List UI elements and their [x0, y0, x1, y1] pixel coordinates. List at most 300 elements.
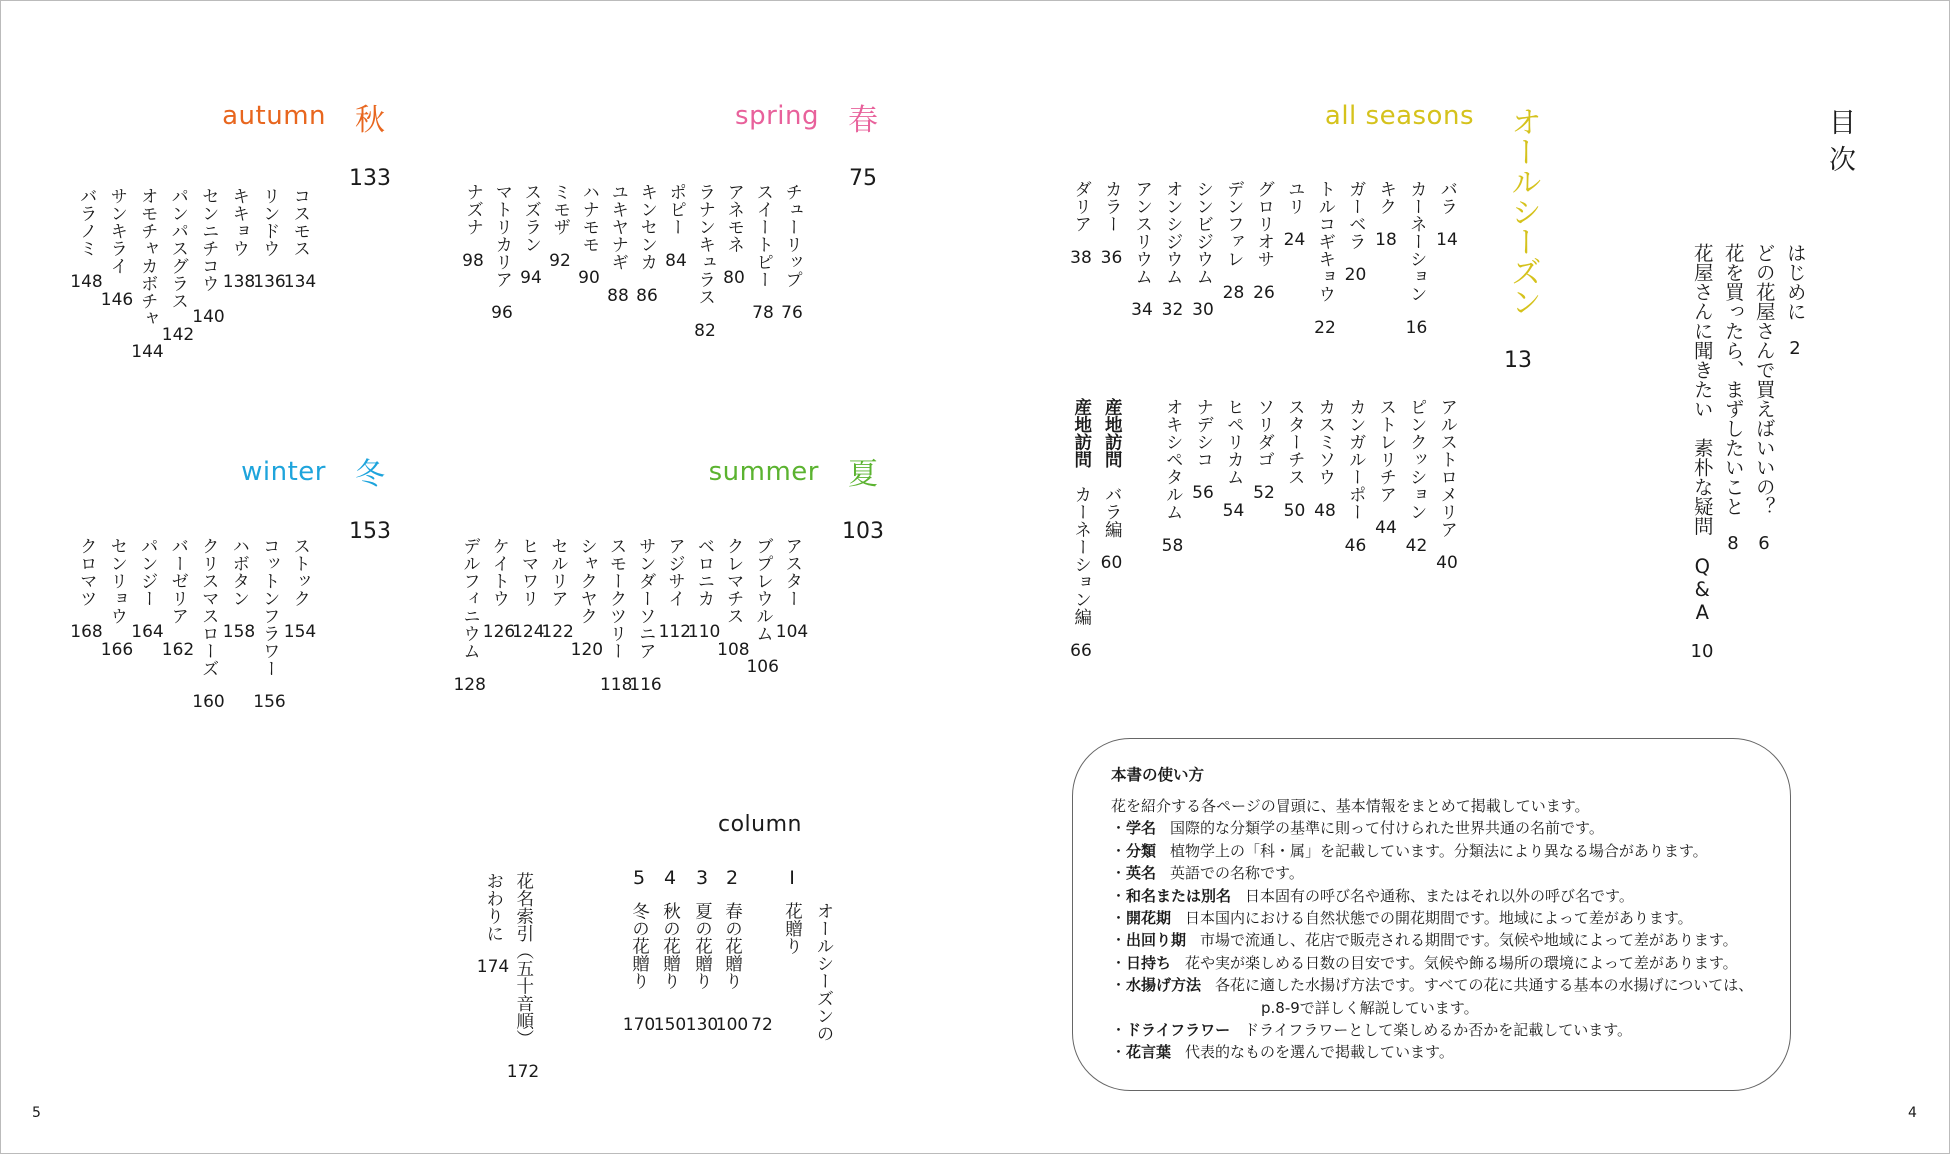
section-heading-en: winter [241, 457, 326, 487]
toc-entry[interactable] [484, 537, 514, 641]
entry-name: セルリア [548, 537, 569, 607]
entry-title [1194, 398, 1212, 468]
toc-entry[interactable] [1066, 398, 1096, 660]
usage-item [1111, 952, 1753, 974]
entry-page-number: 84 [665, 250, 687, 271]
entry-page-number: 44 [1375, 518, 1397, 538]
entry-title [667, 183, 685, 236]
entry-page-number: 36 [1100, 247, 1123, 268]
entry-page-number: 144 [131, 342, 164, 362]
entry-page-number: 38 [1070, 247, 1092, 268]
entry-title [580, 183, 598, 253]
entry-name: 花名索引（五十音順） [513, 872, 534, 1047]
usage-term: 和名または別名 [1126, 886, 1232, 905]
entry-page-number: 54 [1222, 500, 1245, 521]
toc-entry[interactable] [1249, 398, 1279, 502]
usage-term: 水揚げ方法 [1126, 976, 1202, 995]
entry-title [200, 537, 218, 677]
entry-page-number: 58 [1161, 535, 1184, 556]
entry-page-number: 174 [476, 957, 510, 977]
usage-item [1111, 862, 1753, 884]
entry-name: アルストロメリア [1437, 398, 1458, 538]
entry-page-number: 96 [491, 303, 513, 323]
column-title: 冬の花贈り [629, 902, 650, 990]
entry-name: ユリ [1285, 180, 1306, 215]
usage-desc: 花や実が楽しめる日数の目安です。気候や飾る場所の環境によって差があります。 [1185, 953, 1738, 972]
bullet: ・ [1111, 909, 1127, 928]
entry-page-number: 30 [1192, 300, 1214, 320]
entry-title [1438, 180, 1456, 215]
entry-name: 花屋さんに聞きたい 素朴な疑問 Q&A [1690, 243, 1714, 624]
entry-page-number: 142 [161, 324, 195, 345]
toc-entry[interactable] [508, 872, 538, 1081]
usage-item [1111, 840, 1753, 862]
toc-entry[interactable] [1188, 180, 1218, 319]
entry-title [484, 872, 502, 942]
entry-name: スターチス [1285, 398, 1306, 486]
entry-name: コットンフラワー [260, 537, 281, 677]
entry-name: ピンクッション [1407, 398, 1428, 521]
entry-name: おわりに [483, 872, 504, 942]
entry-title [78, 537, 96, 607]
entry-title [1377, 180, 1395, 215]
column-heading: column [718, 812, 802, 837]
toc-entry[interactable] [545, 183, 575, 270]
entry-name: アジサイ [665, 537, 686, 607]
entry-title [291, 187, 309, 257]
entry-page-number: 138 [222, 272, 256, 292]
entry-name: オキシペタルム [1163, 398, 1184, 521]
toc-entry[interactable] [224, 187, 254, 291]
usage-item [1111, 974, 1753, 996]
usage-desc: 国際的な分類学の基準に則って付けられた世界共通の名前です。 [1170, 819, 1604, 838]
entry-name: ストレリチア [1376, 398, 1397, 503]
entry-page-number: 116 [629, 674, 662, 695]
entry-title [638, 183, 656, 271]
entry-page-number: 158 [222, 622, 256, 642]
column-page-number: 72 [751, 1015, 773, 1035]
usage-term: 分類 [1126, 841, 1157, 860]
entry-name: ナデシコ [1193, 398, 1214, 468]
toc-entry[interactable] [1749, 243, 1779, 553]
entry-page-number: 10 [1690, 641, 1714, 662]
entry-name: シンビジウム [1193, 180, 1214, 285]
entry-page-number: 56 [1192, 483, 1214, 503]
entry-name: ブプレウルム [753, 537, 774, 642]
entry-name: ハナモモ [579, 183, 600, 253]
entry-title [725, 183, 743, 253]
entry-title [520, 537, 538, 607]
toc-entry[interactable] [163, 187, 193, 344]
entry-name: ストック [290, 537, 311, 607]
entry-name: カーネーション編 [1071, 485, 1092, 626]
entry-title [549, 537, 567, 607]
toc-entry[interactable] [487, 183, 517, 322]
entry-title [695, 537, 713, 607]
toc-entry[interactable] [1097, 180, 1127, 267]
column-title: 春の花贈り [722, 902, 743, 990]
section-heading-en: summer [708, 457, 819, 487]
toc-entry[interactable] [133, 187, 163, 361]
entry-title [754, 537, 772, 642]
entry-name: ケイトウ [489, 537, 510, 607]
entry-title [291, 537, 309, 607]
toc-entry[interactable] [1249, 180, 1279, 302]
entry-page-number: 32 [1161, 300, 1184, 320]
entry-title [1316, 180, 1334, 303]
entry-page-number: 90 [578, 268, 600, 288]
entry-title [754, 183, 772, 288]
toc-entry[interactable] [1219, 398, 1249, 520]
toc-entry[interactable] [543, 537, 573, 641]
usage-desc: 日本固有の呼び名や通称、またはそれ以外の呼び名です。 [1245, 886, 1634, 905]
entry-prefix: 産地訪問 [1071, 398, 1092, 468]
page-number-left: 5 [32, 1105, 41, 1121]
entry-name: どの花屋さんで買えばいいの？ [1752, 243, 1776, 516]
entry-title [1194, 180, 1212, 285]
entry-name: キンセンカ [637, 183, 658, 271]
entry-page-number: 28 [1222, 282, 1245, 303]
entry-name: カンガルーポー [1346, 398, 1367, 521]
toc-entry[interactable] [72, 537, 102, 641]
entry-page-number: 60 [1100, 553, 1123, 573]
entry-name: ガーベラ [1346, 180, 1367, 250]
usage-desc: 代表的なものを選んで掲載しています。 [1185, 1043, 1454, 1062]
entry-title [1408, 398, 1426, 521]
entry-page-number: 82 [694, 320, 716, 341]
usage-item [1111, 817, 1753, 839]
toc-entry[interactable] [1188, 398, 1218, 502]
entry-name: クレマチス [724, 537, 745, 625]
entry-name: サンダーソニア [636, 537, 657, 660]
toc-entry[interactable] [777, 183, 807, 322]
section-page-number: 13 [1504, 348, 1532, 373]
entry-title [461, 537, 479, 660]
toc-entry[interactable] [748, 537, 778, 676]
entry-page-number: 98 [462, 250, 484, 271]
entry-page-number: 108 [717, 639, 750, 660]
section-heading-en: all seasons [1324, 101, 1474, 131]
toc-entry[interactable] [1432, 180, 1462, 249]
usage-desc: ドライフラワーとして楽しめるか否かを記載しています。 [1244, 1021, 1633, 1040]
toc-entry[interactable] [285, 187, 315, 291]
toc-entry[interactable] [660, 537, 690, 641]
usage-desc: 各花に適した水揚げ方法です。すべての花に共通する基本の水揚げについては、 [1215, 976, 1754, 995]
column-number: 3 [695, 867, 709, 889]
entry-title [1164, 180, 1182, 285]
toc-entry[interactable] [516, 183, 546, 287]
bullet: ・ [1111, 976, 1127, 995]
entry-page-number: 106 [746, 657, 779, 677]
usage-guide-title: 本書の使い方 [1111, 766, 1205, 784]
entry-title [490, 537, 508, 607]
entry-name: チューリップ [782, 183, 803, 288]
bullet: ・ [1111, 841, 1127, 860]
toc-entry[interactable] [255, 537, 285, 711]
entry-title [200, 187, 218, 292]
bullet: ・ [1111, 819, 1127, 838]
toc-entry[interactable] [689, 537, 719, 641]
section-heading-ja: 春 [848, 103, 878, 138]
entry-page-number: 16 [1405, 317, 1428, 338]
entry-title [783, 183, 801, 288]
entry-name: カーネーション [1407, 180, 1428, 303]
toc-entry[interactable] [1432, 398, 1462, 572]
entry-title [139, 537, 157, 607]
toc-entry[interactable] [661, 183, 691, 270]
toc-entry[interactable] [601, 537, 631, 694]
toc-entry[interactable] [1066, 180, 1096, 267]
entry-name: ダリア [1071, 180, 1092, 233]
entry-name: バラ [1437, 180, 1458, 215]
entry-name: バーゼリア [168, 537, 189, 625]
toc-entry[interactable] [1280, 398, 1310, 520]
entry-page-number: 162 [161, 639, 195, 660]
section-heading-ja: 夏 [848, 457, 878, 492]
entry-prefix: 産地訪問 [1102, 398, 1123, 468]
toc-entry[interactable] [632, 183, 662, 305]
toc-entry[interactable] [1780, 243, 1810, 358]
toc-entry[interactable] [718, 537, 748, 659]
entry-name: ミモザ [550, 183, 571, 236]
toc-entry[interactable] [748, 183, 778, 322]
toc-entry[interactable] [1718, 243, 1748, 553]
entry-name: ナズナ [463, 183, 484, 236]
entry-title [230, 187, 248, 257]
entry-title [1255, 398, 1273, 468]
toc-entry[interactable] [72, 187, 102, 291]
toc-entry[interactable] [1310, 180, 1340, 337]
toc-entry[interactable] [719, 183, 749, 287]
entry-title [1103, 398, 1121, 538]
section-page-number: 75 [849, 166, 877, 191]
entry-name: ハボタン [229, 537, 250, 607]
entry-title [1133, 180, 1151, 285]
entry-name: バラ編 [1102, 485, 1123, 538]
entry-name: アスター [782, 537, 803, 607]
entry-name: シャクヤク [577, 537, 598, 625]
toc-entry[interactable] [194, 537, 224, 711]
toc-entry[interactable] [1280, 180, 1310, 249]
entry-page-number: 172 [506, 1062, 540, 1082]
section-heading-ja: 秋 [355, 103, 385, 138]
entry-title [1072, 180, 1090, 233]
section-page-number: 103 [842, 519, 884, 544]
entry-page-number: 86 [636, 285, 658, 306]
toc-entry[interactable] [194, 187, 224, 326]
entry-page-number: 166 [100, 639, 134, 660]
toc-title: 目次 [1824, 108, 1855, 182]
entry-name: デンファレ [1224, 180, 1245, 268]
toc-entry[interactable] [631, 537, 661, 694]
entry-name: パンジー [138, 537, 159, 607]
toc-entry[interactable] [255, 187, 285, 291]
usage-guide-body [1111, 795, 1753, 1064]
toc-entry[interactable] [458, 183, 488, 270]
usage-guide-lead: 花を紹介する各ページの冒頭に、基本情報をまとめて掲載しています。 [1111, 797, 1590, 815]
entry-page-number: 18 [1375, 230, 1397, 250]
toc-entry[interactable] [1402, 398, 1432, 555]
entry-title [696, 183, 714, 306]
toc-entry[interactable] [1219, 180, 1249, 302]
entry-title [666, 537, 684, 607]
entry-title [261, 187, 279, 257]
toc-entry[interactable] [1402, 180, 1432, 337]
toc-entry[interactable] [1687, 243, 1717, 661]
entry-title [108, 537, 126, 625]
entry-page-number: 126 [482, 622, 516, 642]
entry-page-number: 8 [1727, 533, 1739, 554]
entry-title [230, 537, 248, 607]
entry-name: オモチャカボチャ [138, 187, 159, 327]
toc-entry[interactable] [1097, 398, 1127, 572]
entry-page-number: 124 [512, 622, 545, 642]
entry-name: デルフィニウム [460, 537, 481, 660]
column-title: 夏の花贈り [692, 902, 713, 990]
bullet: ・ [1111, 953, 1127, 972]
usage-term: 学名 [1126, 819, 1157, 838]
usage-desc: 日本国内における自然状態での開花期間です。地域によって差があります。 [1185, 909, 1693, 928]
usage-guide-box [1072, 738, 1791, 1091]
entry-page-number: 110 [687, 622, 721, 642]
toc-entry[interactable] [163, 537, 193, 659]
entry-title [607, 537, 625, 660]
entry-title [108, 187, 126, 275]
entry-name: ベロニカ [694, 537, 715, 607]
entry-name: オンシジウム [1163, 180, 1184, 285]
toc-entry[interactable] [224, 537, 254, 641]
entry-page-number: 88 [607, 285, 629, 306]
entry-page-number: 156 [253, 692, 286, 712]
toc-entry[interactable] [285, 537, 315, 641]
entry-page-number: 52 [1253, 483, 1275, 503]
entry-title [1723, 243, 1743, 516]
entry-title [578, 537, 596, 625]
entry-name: ポピー [666, 183, 687, 236]
column-page-number: 170 [622, 1015, 656, 1035]
entry-page-number: 42 [1405, 535, 1428, 556]
toc-entry[interactable] [1158, 180, 1188, 319]
section-page-number: 133 [349, 166, 391, 191]
entry-page-number: 104 [775, 622, 809, 642]
entry-page-number: 118 [599, 674, 633, 695]
entry-title [1692, 243, 1712, 624]
bullet: ・ [1111, 931, 1127, 950]
entry-name: クロマツ [77, 537, 98, 607]
entry-page-number: 48 [1314, 500, 1336, 521]
entry-title [1377, 398, 1395, 503]
column-page-number: 130 [685, 1015, 719, 1035]
entry-title [1225, 180, 1243, 268]
usage-item [1111, 929, 1753, 951]
usage-item [1111, 907, 1753, 929]
entry-name: ヒペリカム [1224, 398, 1245, 486]
usage-term: 開花期 [1126, 909, 1172, 928]
toc-entry[interactable] [102, 537, 132, 659]
entry-title [1408, 180, 1426, 303]
usage-item [1111, 885, 1753, 907]
toc-entry[interactable] [690, 183, 720, 340]
entry-page-number: 24 [1283, 230, 1306, 250]
section-heading-en: autumn [222, 101, 326, 131]
column-title: オールシーズンの花贈り [782, 902, 834, 1042]
entry-page-number: 154 [283, 622, 317, 642]
entry-title [78, 187, 96, 257]
entry-page-number: 134 [283, 272, 317, 292]
entry-name: スズラン [521, 183, 542, 253]
entry-name: アンスリウム [1132, 180, 1153, 285]
entry-title [1347, 180, 1365, 250]
entry-title [522, 183, 540, 253]
entry-page-number: 146 [100, 289, 134, 310]
entry-name: サンキライ [107, 187, 128, 275]
entry-page-number: 76 [781, 303, 803, 323]
toc-entry[interactable] [455, 537, 485, 694]
toc-entry[interactable] [1310, 398, 1340, 520]
toc-entry[interactable] [1341, 398, 1371, 555]
entry-page-number: 112 [658, 622, 692, 642]
entry-title [139, 187, 157, 327]
entry-name: はじめに [1783, 243, 1807, 321]
entry-name: ユキヤナギ [608, 183, 629, 271]
entry-name: グロリオサ [1254, 180, 1275, 268]
entry-title [1286, 180, 1304, 215]
usage-desc-continued: p.8-9で詳しく解説しています。 [1261, 998, 1479, 1017]
toc-entry[interactable] [1158, 398, 1188, 555]
toc-entry[interactable] [1371, 398, 1401, 537]
entry-name: センリョウ [107, 537, 128, 625]
toc-entry[interactable] [478, 872, 508, 976]
entry-title [493, 183, 511, 288]
bullet: ・ [1111, 864, 1127, 883]
toc-entry[interactable] [574, 183, 604, 287]
entry-page-number: 22 [1314, 317, 1336, 338]
entry-page-number: 46 [1344, 535, 1367, 556]
entry-title [1754, 243, 1774, 516]
toc-entry[interactable] [513, 537, 543, 641]
entry-title [261, 537, 279, 677]
entry-page-number: 122 [541, 622, 574, 642]
toc-entry[interactable] [572, 537, 602, 659]
toc-entry[interactable] [133, 537, 163, 641]
entry-title [1072, 398, 1090, 626]
usage-term: 英名 [1126, 864, 1157, 883]
entry-page-number: 148 [70, 272, 103, 292]
column-title: 秋の花贈り [660, 902, 681, 990]
usage-term: 花言葉 [1126, 1043, 1172, 1062]
toc-entry[interactable] [1371, 180, 1401, 249]
section-page-number: 153 [349, 519, 391, 544]
toc-entry[interactable] [777, 537, 807, 641]
entry-name: スモークツリー [606, 537, 627, 660]
entry-title [1316, 398, 1334, 486]
entry-title [725, 537, 743, 625]
entry-name: クリスマスローズ [199, 537, 220, 677]
toc-entry[interactable] [1127, 180, 1157, 319]
section-heading-ja: オールシーズン [1505, 106, 1541, 316]
entry-title [464, 183, 482, 236]
toc-entry[interactable] [1341, 180, 1371, 284]
column-number: I [789, 867, 795, 889]
entry-page-number: 20 [1344, 265, 1367, 285]
toc-entry[interactable] [102, 187, 132, 309]
toc-entry[interactable] [603, 183, 633, 305]
entry-title [169, 187, 187, 310]
entry-name: リンドウ [260, 187, 281, 257]
entry-title [169, 537, 187, 625]
usage-item [1111, 1041, 1753, 1063]
entry-title [1438, 398, 1456, 538]
